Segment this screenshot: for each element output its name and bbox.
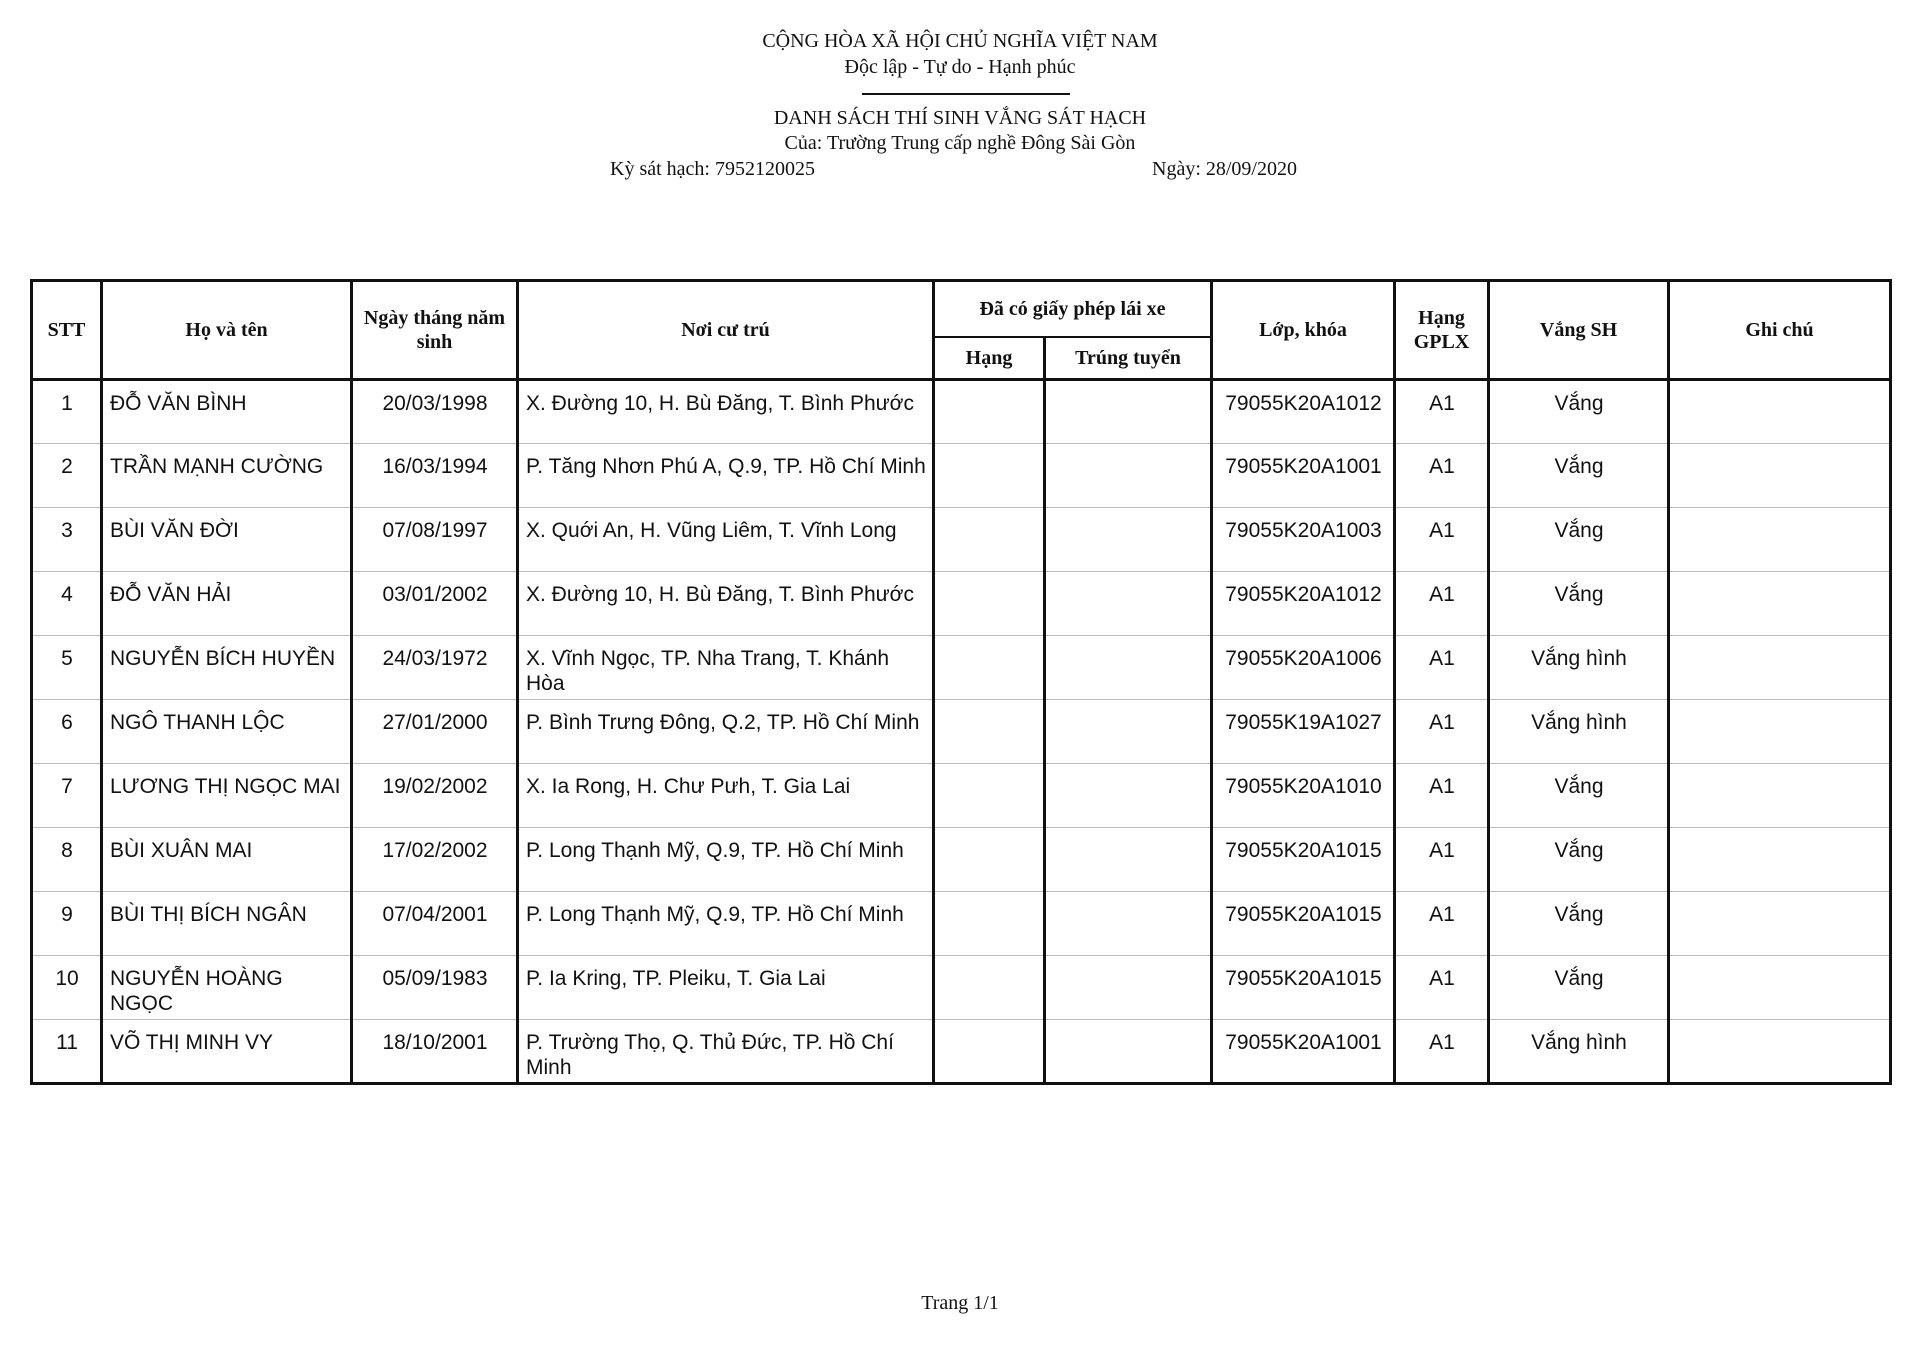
table-row (32, 700, 1891, 764)
cell-license-admitted (1045, 508, 1212, 572)
absent-candidates-table (30, 279, 1892, 1085)
col-license-group: Đã có giấy phép lái xe (934, 281, 1212, 338)
cell-license-class (934, 828, 1045, 892)
table-row (32, 892, 1891, 956)
cell-address: P. Ia Kring, TP. Pleiku, T. Gia Lai (518, 956, 934, 1020)
cell-class-course: 79055K20A1012 (1212, 380, 1395, 444)
col-license-class: Hạng (934, 337, 1045, 380)
cell-license-admitted (1045, 700, 1212, 764)
cell-note (1669, 764, 1891, 828)
cell-stt: 1 (32, 380, 102, 444)
cell-class-course: 79055K20A1015 (1212, 892, 1395, 956)
cell-license-admitted (1045, 380, 1212, 444)
cell-dob: 07/08/1997 (352, 508, 518, 572)
cell-name: ĐỖ VĂN BÌNH (102, 380, 352, 444)
col-stt: STT (32, 281, 102, 380)
cell-gplx-class: A1 (1395, 508, 1489, 572)
cell-license-class (934, 700, 1045, 764)
table-row (32, 828, 1891, 892)
cell-address: P. Long Thạnh Mỹ, Q.9, TP. Hồ Chí Minh (518, 892, 934, 956)
cell-license-class (934, 444, 1045, 508)
cell-note (1669, 956, 1891, 1020)
cell-license-class (934, 764, 1045, 828)
cell-license-admitted (1045, 1020, 1212, 1084)
cell-stt: 6 (32, 700, 102, 764)
document-title: DANH SÁCH THÍ SINH VẮNG SÁT HẠCH (773, 107, 1147, 129)
cell-absent: Vắng (1489, 956, 1669, 1020)
col-note: Ghi chú (1669, 281, 1891, 380)
cell-dob: 05/09/1983 (352, 956, 518, 1020)
exam-session: Kỳ sát hạch: 7952120025 (610, 158, 815, 180)
cell-note (1669, 380, 1891, 444)
cell-note (1669, 700, 1891, 764)
cell-address: X. Đường 10, H. Bù Đăng, T. Bình Phước (518, 380, 934, 444)
col-address: Nơi cư trú (518, 281, 934, 380)
cell-absent: Vắng (1489, 828, 1669, 892)
cell-license-class (934, 380, 1045, 444)
table-row (32, 508, 1891, 572)
cell-stt: 10 (32, 956, 102, 1020)
cell-address: P. Long Thạnh Mỹ, Q.9, TP. Hồ Chí Minh (518, 828, 934, 892)
cell-address: X. Đường 10, H. Bù Đăng, T. Bình Phước (518, 572, 934, 636)
cell-license-class (934, 956, 1045, 1020)
cell-absent: Vắng (1489, 892, 1669, 956)
cell-note (1669, 892, 1891, 956)
cell-address: X. Vĩnh Ngọc, TP. Nha Trang, T. Khánh Hòa (518, 636, 934, 700)
page-number: Trang 1/1 (921, 1292, 999, 1314)
cell-name: BÙI VĂN ĐỜI (102, 508, 352, 572)
cell-class-course: 79055K20A1003 (1212, 508, 1395, 572)
cell-gplx-class: A1 (1395, 892, 1489, 956)
exam-date: Ngày: 28/09/2020 (1152, 158, 1297, 180)
cell-license-class (934, 508, 1045, 572)
cell-name: VÕ THỊ MINH VY (102, 1020, 352, 1084)
cell-stt: 3 (32, 508, 102, 572)
table-header (32, 281, 1891, 380)
cell-address: X. Ia Rong, H. Chư Pưh, T. Gia Lai (518, 764, 934, 828)
cell-class-course: 79055K20A1015 (1212, 956, 1395, 1020)
cell-name: NGÔ THANH LỘC (102, 700, 352, 764)
cell-dob: 27/01/2000 (352, 700, 518, 764)
cell-gplx-class: A1 (1395, 1020, 1489, 1084)
cell-dob: 20/03/1998 (352, 380, 518, 444)
cell-name: LƯƠNG THỊ NGỌC MAI (102, 764, 352, 828)
table-row (32, 636, 1891, 700)
cell-name: BÙI XUÂN MAI (102, 828, 352, 892)
cell-class-course: 79055K19A1027 (1212, 700, 1395, 764)
cell-dob: 03/01/2002 (352, 572, 518, 636)
cell-dob: 19/02/2002 (352, 764, 518, 828)
cell-stt: 9 (32, 892, 102, 956)
cell-license-class (934, 1020, 1045, 1084)
col-name: Họ và tên (102, 281, 352, 380)
cell-license-admitted (1045, 764, 1212, 828)
cell-license-admitted (1045, 892, 1212, 956)
cell-gplx-class: A1 (1395, 444, 1489, 508)
cell-dob: 17/02/2002 (352, 828, 518, 892)
cell-class-course: 79055K20A1012 (1212, 572, 1395, 636)
cell-dob: 24/03/1972 (352, 636, 518, 700)
cell-license-class (934, 636, 1045, 700)
cell-absent: Vắng hình (1489, 1020, 1669, 1084)
cell-name: TRẦN MẠNH CƯỜNG (102, 444, 352, 508)
cell-license-admitted (1045, 572, 1212, 636)
cell-address: P. Tăng Nhơn Phú A, Q.9, TP. Hồ Chí Minh (518, 444, 934, 508)
national-title: CỘNG HÒA XÃ HỘI CHỦ NGHĨA VIỆT NAM (762, 30, 1158, 52)
table-row (32, 572, 1891, 636)
col-class-course: Lớp, khóa (1212, 281, 1395, 380)
cell-absent: Vắng (1489, 380, 1669, 444)
cell-class-course: 79055K20A1006 (1212, 636, 1395, 700)
cell-gplx-class: A1 (1395, 956, 1489, 1020)
table-body (32, 380, 1891, 1084)
cell-note (1669, 828, 1891, 892)
col-license-admitted: Trúng tuyển (1045, 337, 1212, 380)
table-row (32, 1020, 1891, 1084)
cell-license-admitted (1045, 636, 1212, 700)
cell-absent: Vắng (1489, 572, 1669, 636)
cell-note (1669, 444, 1891, 508)
cell-license-class (934, 892, 1045, 956)
cell-absent: Vắng (1489, 444, 1669, 508)
cell-dob: 16/03/1994 (352, 444, 518, 508)
table-row (32, 956, 1891, 1020)
cell-class-course: 79055K20A1001 (1212, 1020, 1395, 1084)
cell-class-course: 79055K20A1015 (1212, 828, 1395, 892)
cell-gplx-class: A1 (1395, 380, 1489, 444)
cell-license-admitted (1045, 444, 1212, 508)
cell-note (1669, 1020, 1891, 1084)
cell-address: X. Quới An, H. Vũng Liêm, T. Vĩnh Long (518, 508, 934, 572)
col-gplx-class: Hạng GPLX (1395, 281, 1489, 380)
cell-license-class (934, 572, 1045, 636)
cell-license-admitted (1045, 956, 1212, 1020)
cell-absent: Vắng hình (1489, 636, 1669, 700)
cell-absent: Vắng hình (1489, 700, 1669, 764)
cell-absent: Vắng (1489, 508, 1669, 572)
cell-stt: 11 (32, 1020, 102, 1084)
issuer: Của: Trường Trung cấp nghề Đông Sài Gòn (784, 132, 1136, 154)
motto: Độc lập - Tự do - Hạnh phúc (844, 56, 1076, 78)
cell-gplx-class: A1 (1395, 828, 1489, 892)
cell-note (1669, 636, 1891, 700)
table-row (32, 380, 1891, 444)
table-row (32, 444, 1891, 508)
cell-class-course: 79055K20A1001 (1212, 444, 1395, 508)
cell-name: BÙI THỊ BÍCH NGÂN (102, 892, 352, 956)
cell-note (1669, 508, 1891, 572)
table-row (32, 764, 1891, 828)
cell-stt: 2 (32, 444, 102, 508)
cell-dob: 07/04/2001 (352, 892, 518, 956)
cell-gplx-class: A1 (1395, 636, 1489, 700)
cell-gplx-class: A1 (1395, 572, 1489, 636)
cell-gplx-class: A1 (1395, 764, 1489, 828)
cell-stt: 5 (32, 636, 102, 700)
cell-name: ĐỖ VĂN HẢI (102, 572, 352, 636)
cell-license-admitted (1045, 828, 1212, 892)
cell-absent: Vắng (1489, 764, 1669, 828)
cell-stt: 7 (32, 764, 102, 828)
col-dob: Ngày tháng năm sinh (352, 281, 518, 380)
cell-stt: 4 (32, 572, 102, 636)
cell-note (1669, 572, 1891, 636)
header-divider (862, 93, 1070, 95)
cell-address: P. Bình Trưng Đông, Q.2, TP. Hồ Chí Minh (518, 700, 934, 764)
col-absent: Vắng SH (1489, 281, 1669, 380)
cell-dob: 18/10/2001 (352, 1020, 518, 1084)
cell-stt: 8 (32, 828, 102, 892)
cell-class-course: 79055K20A1010 (1212, 764, 1395, 828)
cell-gplx-class: A1 (1395, 700, 1489, 764)
cell-name: NGUYỄN HOÀNG NGỌC (102, 956, 352, 1020)
cell-address: P. Trường Thọ, Q. Thủ Đức, TP. Hồ Chí Minh (518, 1020, 934, 1084)
cell-name: NGUYỄN BÍCH HUYỀN (102, 636, 352, 700)
